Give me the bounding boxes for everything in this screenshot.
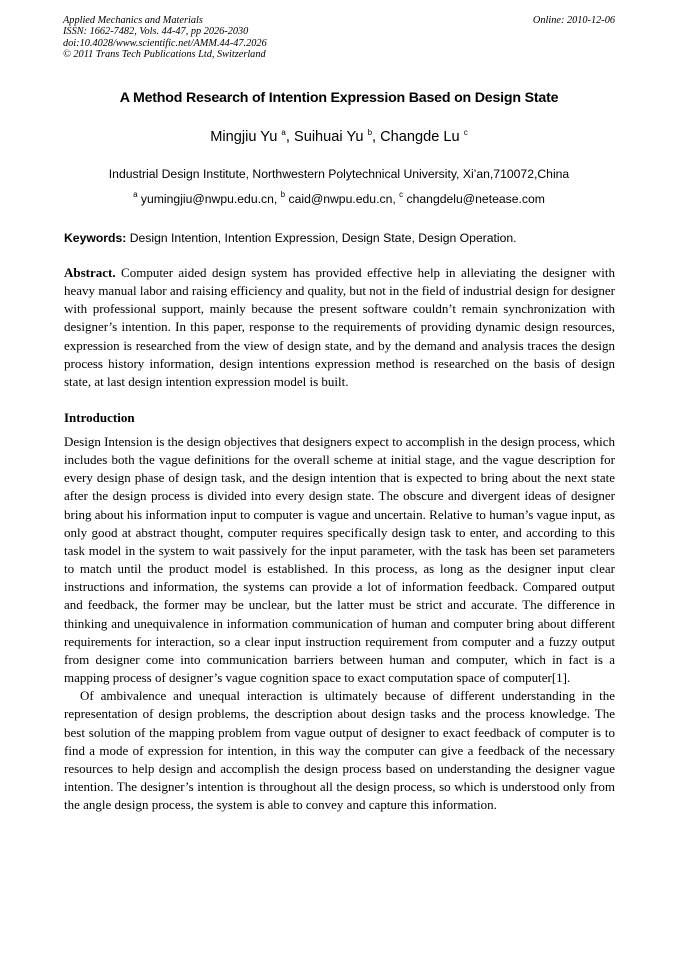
author-mark: b [367,128,373,137]
author-mark: a [281,128,286,137]
abstract-label: Abstract. [64,265,116,280]
email-address[interactable]: changdelu@netease.com [406,192,545,206]
doi-line: doi:10.4028/www.scientific.net/AMM.44-47.2026 [63,37,267,49]
author-mark: c [463,128,468,137]
paper-title: A Method Research of Intention Expression Based on Design State [119,90,559,106]
introduction-body [64,433,615,814]
paragraph: Of ambivalence and unequal interaction is ultimately because of different understanding in the representation of design problems, the description about design tasks and the process knowledge. The best solution of the mapping problem from vague output of designer to exact feedback of computer is to find a mode of expression for intention, in this way the computer can give a feedback of the necessary resources to help design and accomplish the design process based on understanding the designer vague intention. The designer’s intention is throughout all the design process, so which is understood only from the angle design process, the system is able to convey and capture this information. [64,688,615,813]
abstract-text: Computer aided design system has provided effective help in alleviating the designer with heavy manual labor and raising efficiency and quality, but not in the field of industrial design for designer with professional support, mainly because the present software couldn’t remain synchronization with designer’s intention. In this paper, response to the requirements of providing dynamic design resources, expression is researched from the view of design state, and by the demand and analysis traces the design process history information, design intentions expression method is researched on the basis of design state, at last design intention expression model is built. [64,265,615,389]
email-mark: a [133,190,138,199]
paragraph: Design Intension is the design objectives that designers expect to accomplish in the design process, which includes both the vague definitions for the overall scheme at initial stage, and the vague description for every design phase of design task, and the design intention that is expected to bring about the next state after the design process is divided into every design state. The obscure and divergent ideas of designer bring about his information input to computer is vague and uncertain. Relative to human’s vague input, as only good at abstract thought, computer requires specifically design task to enter, and according to this task model in the system to wait passively for the input parameter, with the task has been set parameters to match until the product model is established. In this process, as long as the designer input clear instructions and information, the systems can provide a lot of information feedback. Compared output and feedback, the former may be unclear, but the latter must be strict and accurate. The difference in thinking and unequivalence in information communication of human and computer bring about different requirements for interaction, so a clear input instruction requirement from computer and a fuzzy output from designer come into communication barriers between human and computer, which in fact is a mapping process of designer’s vague cognition space to exact computation space of computer[1]. [64,434,615,686]
keywords-label: Keywords: [64,231,127,245]
email-address[interactable]: yumingjiu@nwpu.edu.cn, [140,192,278,206]
issn-line: ISSN: 1662-7482, Vols. 44-47, pp 2026-2030 [63,26,249,38]
affiliation: Industrial Design Institute, Northwestern Polytechnical University, Xi’an,710072,China [108,167,570,181]
journal-name: Applied Mechanics and Materials [63,15,203,26]
online-date: Online: 2010-12-06 [532,15,615,26]
keywords [64,231,616,245]
journal-header [63,15,615,60]
abstract [64,264,615,391]
author-name: Changde Lu [380,129,460,145]
copyright-line: © 2011 Trans Tech Publications Ltd, Switzerland [63,48,266,60]
email-address[interactable]: caid@nwpu.edu.cn, [288,192,396,206]
author-name: Suihuai Yu [293,129,364,145]
keywords-text: Design Intention, Intention Expression, Design State, Design Operation. [129,231,517,245]
author-list: Mingjiu Yu $^a$, Suihuai Yu $^b$, Changde Lu $^c$ [210,128,468,145]
email-list [0,192,678,206]
email-mark: b [280,190,286,199]
section-heading: Introduction [64,410,135,425]
email-mark: c [399,190,404,199]
author-name: Mingjiu Yu [210,129,278,145]
